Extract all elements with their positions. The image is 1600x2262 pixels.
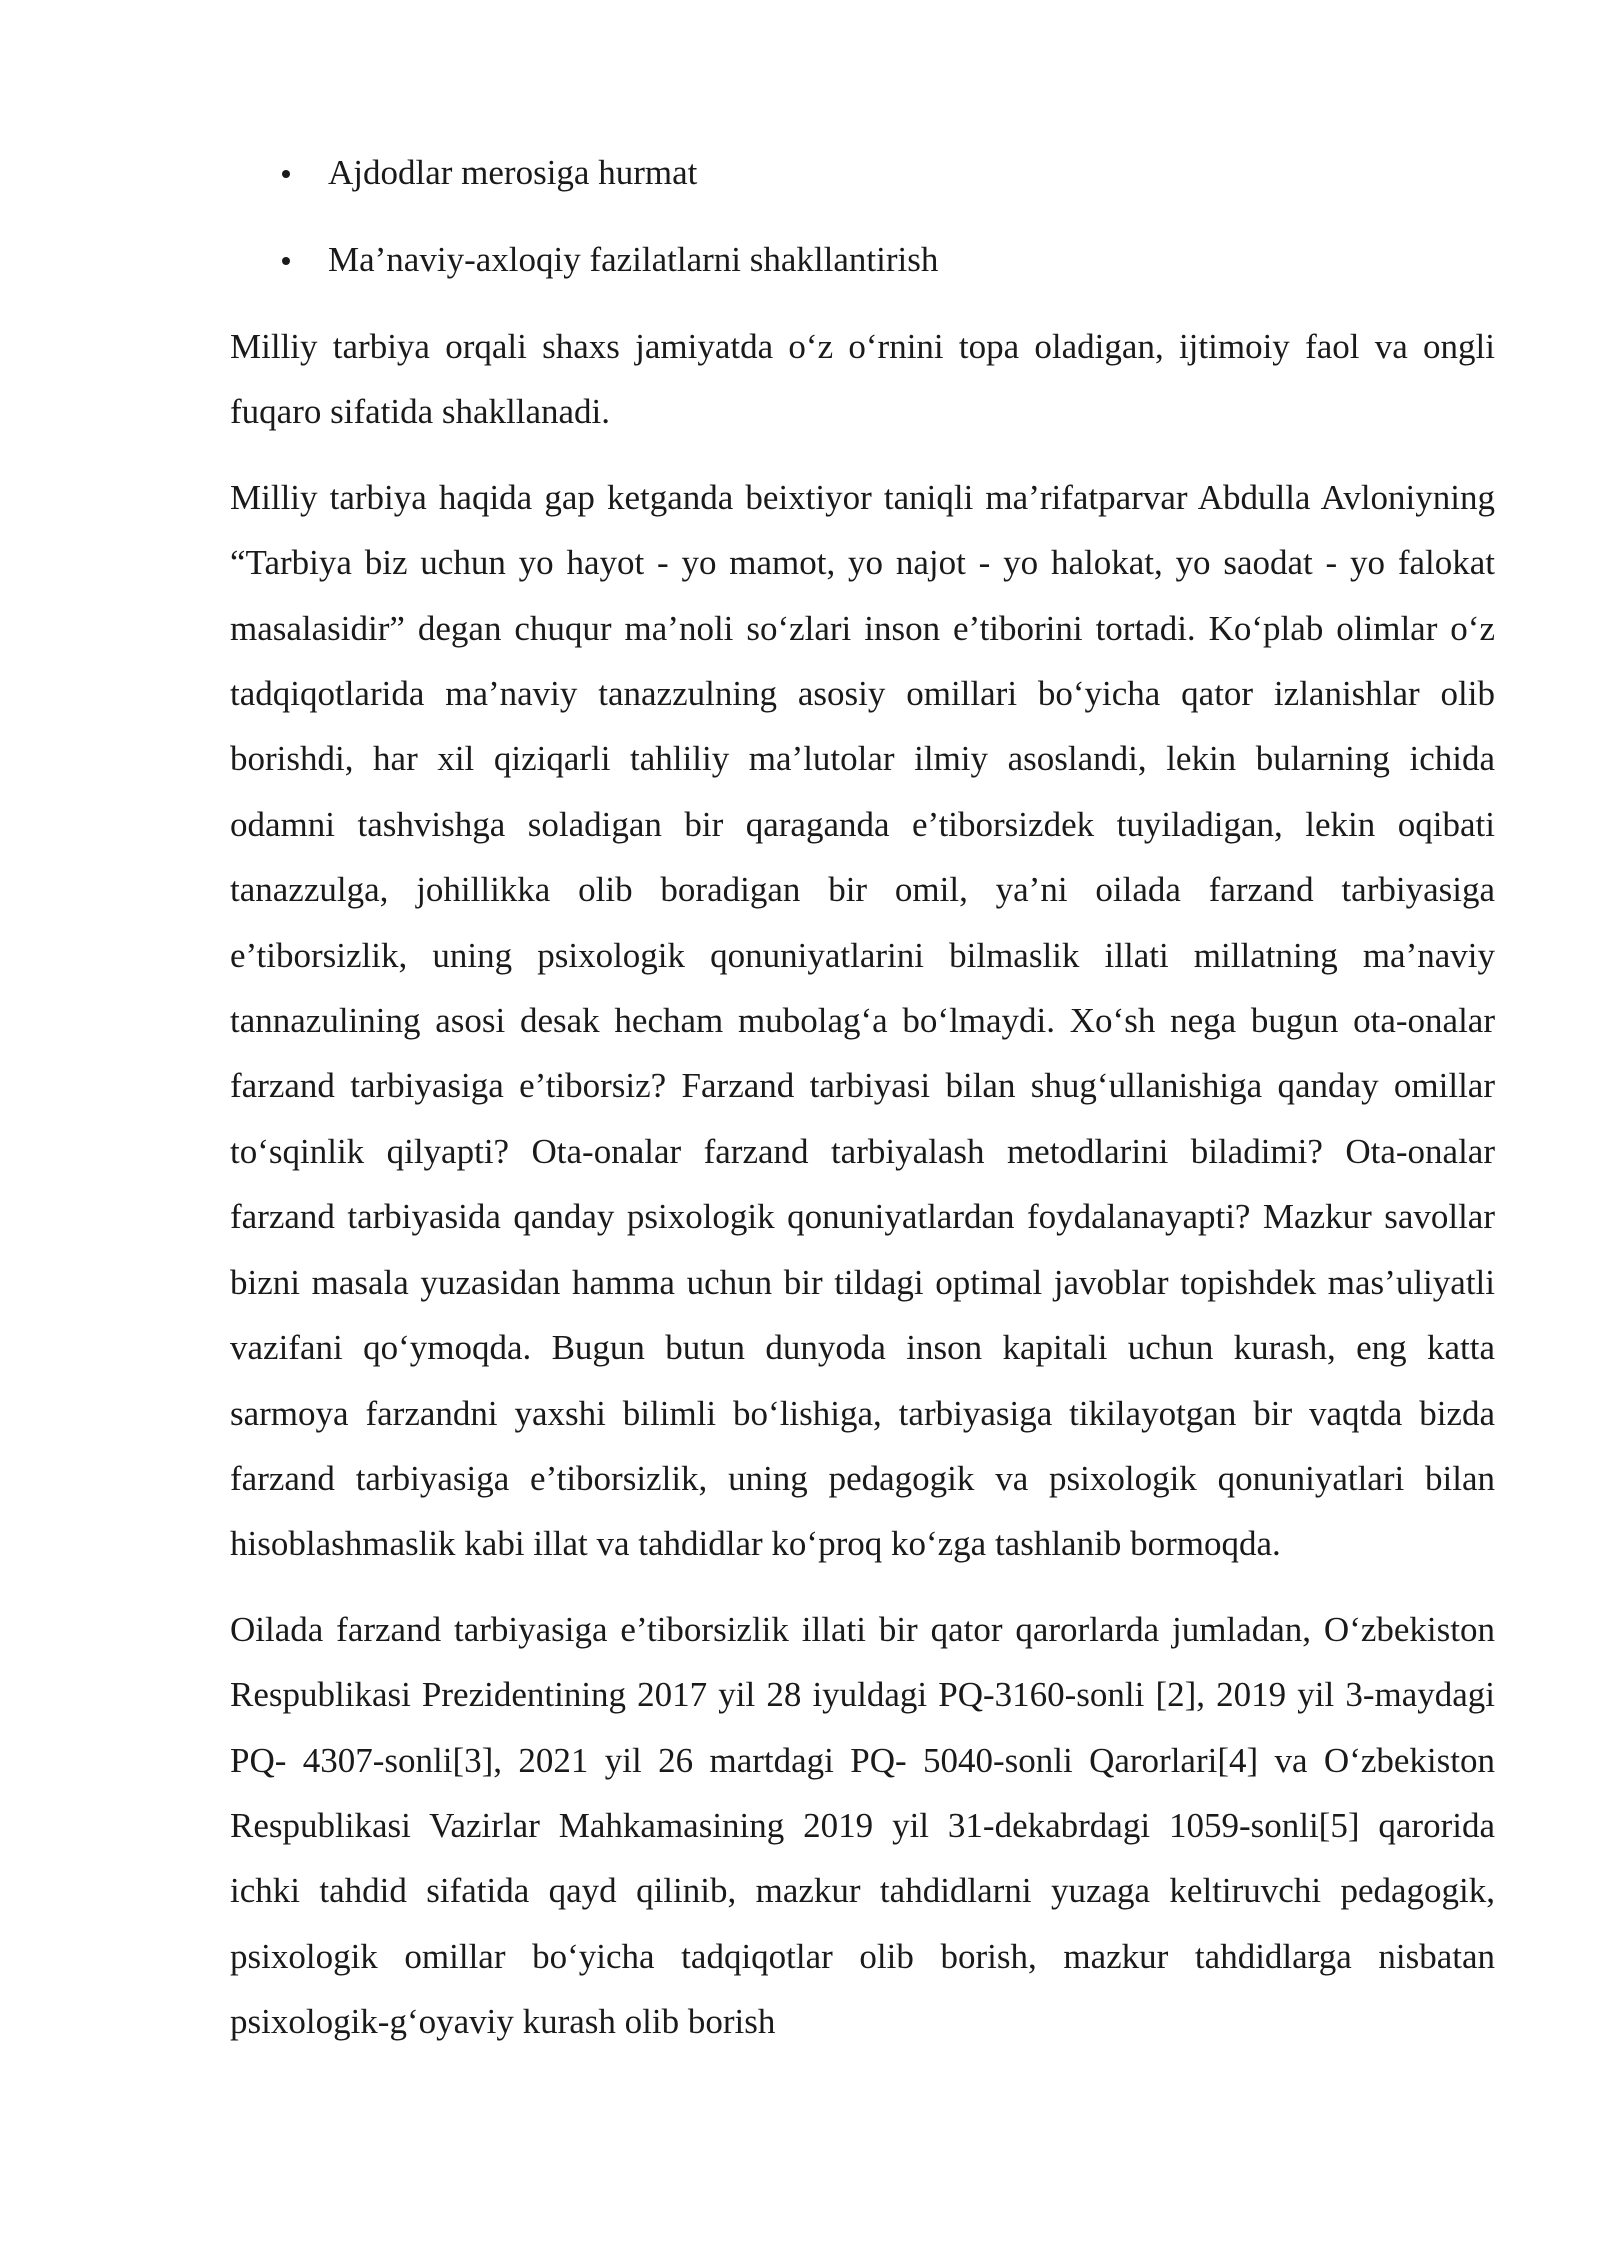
bullet-dot-icon (282, 170, 290, 178)
bullet-dot-icon (282, 257, 290, 265)
bullet-list (230, 140, 1495, 292)
paragraph: Milliy tarbiya haqida gap ketganda beixtiyor taniqli ma’rifatparvar Abdulla Avloniyning “Tarbiya biz uchun yo hayot - yo mamot, yo najot - yo halokat, yo saodat - yo falokat masalasidir” degan chuqur ma’noli so‘zlari inson e’tiborini tortadi. Ko‘plab olimlar o‘z tadqiqotlarida ma’naviy tanazzulning asosiy omillari bo‘yicha qator izlanishlar olib borishdi, har xil qiziqarli tahliliy ma’lutolar ilmiy asoslandi, lekin bularning ichida odamni tashvishga soladigan bir qaraganda e’tiborsizdek tuyiladigan, lekin oqibati tanazzulga, johillikka olib boradigan bir omil, ya’ni oilada farzand tarbiyasiga e’tiborsizlik, uning psixologik qonuniyatlarini bilmaslik illati millatning ma’naviy tannazulining asosi desak hecham mubolag‘a bo‘lmaydi. Xo‘sh nega bugun ota-onalar farzand tarbiyasiga e’tiborsiz? Farzand tarbiyasi bilan shug‘ullanishiga qanday omillar to‘sqinlik qilyapti? Ota-onalar farzand tarbiyalash metodlarini biladimi? Ota-onalar farzand tarbiyasida qanday psixologik qonuniyatlardan foydalanayapti? Mazkur savollar bizni masala yuzasidan hamma uchun bir tildagi optimal javoblar topishdek mas’uliyatli vazifani qo‘ymoqda. Bugun butun dunyoda inson kapitali uchun kurash, eng katta sarmoya farzandni yaxshi bilimli bo‘lishiga, tarbiyasiga tikilayotgan bir vaqtda bizda farzand tarbiyasiga e’tiborsizlik, uning pedagogik va psixologik qonuniyatlari bilan hisoblashmaslik kabi illat va tahdidlar ko‘proq ko‘zga tashlanib bormoqda. (230, 477, 1495, 1564)
document-body (230, 140, 1495, 2075)
bullet-item (230, 227, 1495, 292)
bullet-text: Ajdodlar merosiga hurmat (328, 153, 698, 192)
paragraph: Oilada farzand tarbiyasiga e’tiborsizlik illati bir qator qarorlarda jumladan, O‘zbekiston Respublikasi Prezidentining 2017 yil 28 iyuldagi PQ-3160-sonli [2], 2019 yil 3-maydagi PQ- 4307-sonli[3], 2021 yil 26 martdagi PQ- 5040-sonli Qarorlari[4] va O‘zbekiston Respublikasi Vazirlar Mahkamasining 2019 yil 31-dekabrdagi 1059-sonli[5] qarorida ichki tahdid sifatida qayd qilinib, mazkur tahdidlarni yuzaga keltiruvchi pedagogik, psixologik omillar bo‘yicha tadqiqotlar olib borish, mazkur tahdidlarga nisbatan psixologik-g‘oyaviy kurash olib borish (230, 1609, 1495, 2042)
bullet-text: Ma’naviy-axloqiy fazilatlarni shakllantirish (328, 240, 939, 279)
bullet-item (230, 140, 1495, 205)
paragraph: Milliy tarbiya orqali shaxs jamiyatda o‘z o‘rnini topa oladigan, ijtimoiy faol va ongli fuqaro sifatida shakllanadi. (230, 327, 1495, 432)
